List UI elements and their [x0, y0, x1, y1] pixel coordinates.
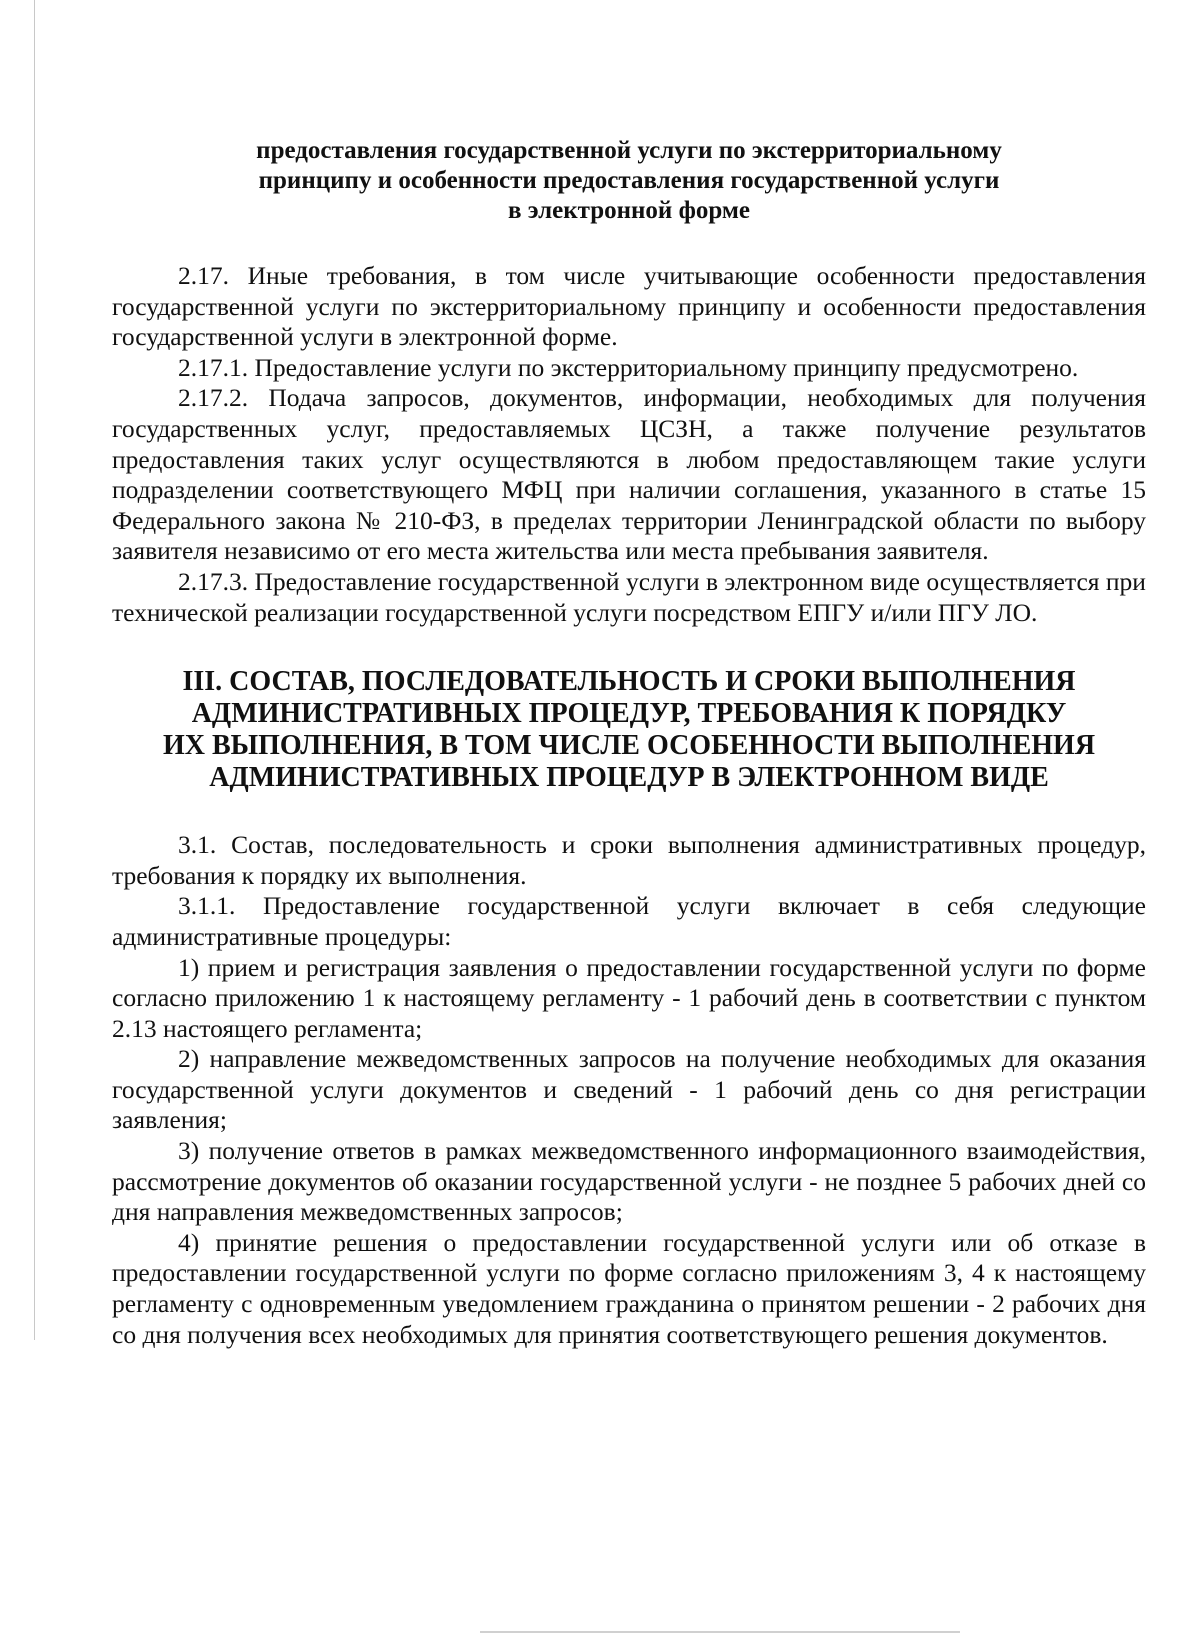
paragraph-2-17: 2.17. Иные требования, в том числе учитывающие особенности предоставления государственной услуги по экстерриториальному принципу и особенности предоставления государственной услуги в электронной форме. — [112, 261, 1146, 352]
scan-bottom-mark — [480, 1631, 960, 1633]
list-item-3: 3) получение ответов в рамках межведомственного информационного взаимодействия, рассмотрение документов об оказании государственной услуги - не позднее 5 рабочих дней со дня направления межведомственных запросов; — [112, 1136, 1146, 1227]
paragraph-3-1-1: 3.1.1. Предоставление государственной услуги включает в себя следующие административные процедуры: — [112, 891, 1146, 951]
document-page — [112, 136, 1146, 1350]
section-title-line: АДМИНИСТРАТИВНЫХ ПРОЦЕДУР, ТРЕБОВАНИЯ К ПОРЯДКУ — [191, 698, 1067, 730]
list-item-1: 1) прием и регистрация заявления о предоставлении государственной услуги по форме согласно приложению 1 к настоящему регламенту - 1 рабочий день в соответствии с пунктом 2.13 настоящего регламента; — [112, 952, 1146, 1043]
list-item-4: 4) принятие решения о предоставлении государственной услуги или об отказе в предоставлении государственной услуги по форме согласно приложениям 3, 4 к настоящему регламенту с одновременным уведомлением гражданина о принятом решении - 2 рабочих дня со дня получения всех необходимых для принятия соответствующего решения документов. — [112, 1227, 1146, 1349]
subsection-heading-line: в электронной форме — [507, 197, 751, 224]
scan-left-edge — [34, 0, 35, 1340]
section-title-line: АДМИНИСТРАТИВНЫХ ПРОЦЕДУР В ЭЛЕКТРОННОМ ВИДЕ — [209, 762, 1049, 794]
list-item-2: 2) направление межведомственных запросов на получение необходимых для оказания государственной услуги документов и сведений - 1 рабочий день со дня регистрации заявления; — [112, 1044, 1146, 1135]
paragraph-2-17-1: 2.17.1. Предоставление услуги по экстерриториальному принципу предусмотрено. — [178, 352, 1079, 382]
subsection-heading-line: принципу и особенности предоставления государственной услуги — [258, 167, 1000, 194]
subsection-heading-line: предоставления государственной услуги по экстерриториальному — [256, 137, 1002, 164]
paragraph-2-17-2: 2.17.2. Подача запросов, документов, информации, необходимых для получения государственных услуг, предоставляемых ЦСЗН, а также получение результатов предоставления таких услуг осуществляются в любом предоставляющем такие услуги подразделении соответствующего МФЦ при наличии соглашения, указанного в статье 15 Федерального закона № 210-ФЗ, в пределах территории Ленинградской области по выбору заявителя независимо от его места жительства или места пребывания заявителя. — [112, 383, 1146, 566]
paragraph-2-17-3: 2.17.3. Предоставление государственной услуги в электронном виде осуществляется при технической реализации государственной услуги посредством ЕПГУ и/или ПГУ ЛО. — [112, 566, 1146, 627]
section-title-line: III. СОСТАВ, ПОСЛЕДОВАТЕЛЬНОСТЬ И СРОКИ ВЫПОЛНЕНИЯ — [182, 666, 1076, 698]
section-title-line: ИХ ВЫПОЛНЕНИЯ, В ТОМ ЧИСЛЕ ОСОБЕННОСТИ ВЫПОЛНЕНИЯ — [162, 730, 1096, 762]
section-title — [112, 666, 1146, 794]
paragraph-3-1: 3.1. Состав, последовательность и сроки выполнения административных процедур, требования к порядку их выполнения. — [112, 830, 1146, 890]
subsection-heading — [112, 136, 1146, 226]
